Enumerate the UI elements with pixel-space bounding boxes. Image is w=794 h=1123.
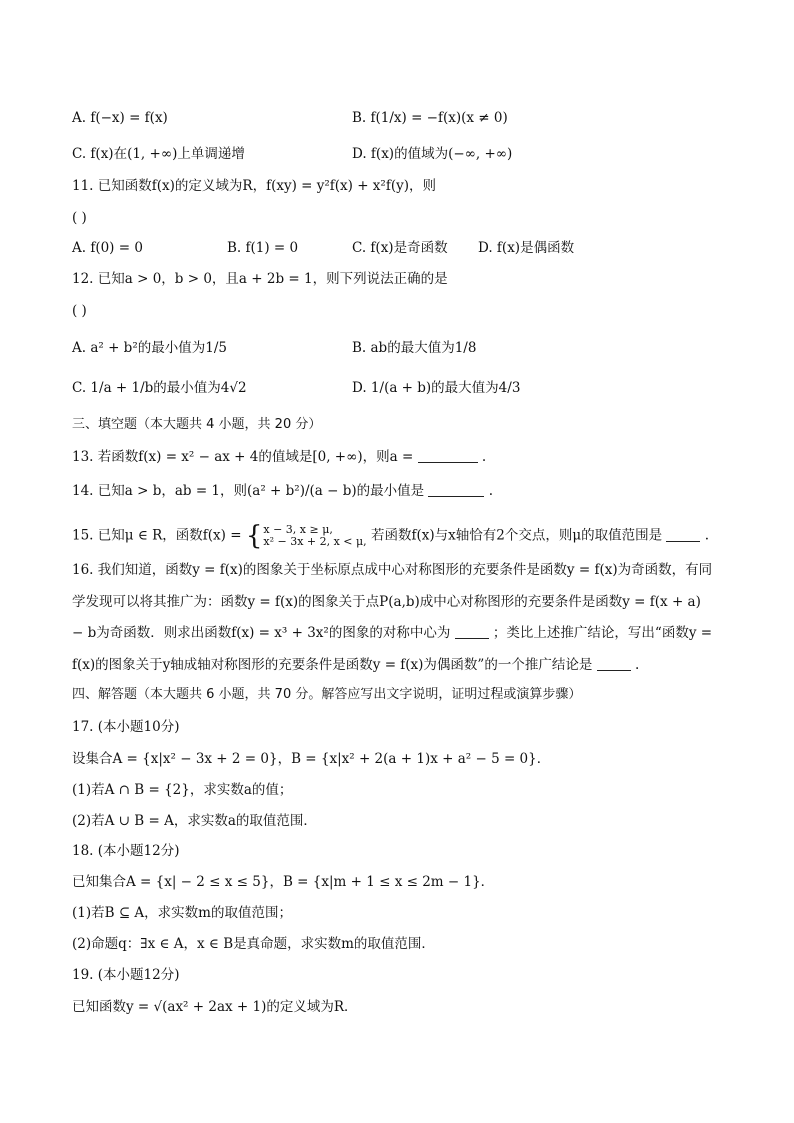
q13-answer-blank[interactable] (418, 449, 478, 463)
q11-stem: 11. 已知函数f(x)的定义域为R，f(xy) = y²f(x) + x²f(y)，则 (72, 178, 436, 194)
q15-text-2: 若函数f(x)与x轴恰有2个交点，则μ的取值范围是 (370, 527, 663, 544)
q17-line-1: 设集合A = {x|x² − 3x + 2 = 0}，B = {x|x² + 2(a + 1)x + a² − 5 = 0}． (72, 751, 551, 767)
q15-piecewise (245, 521, 367, 551)
q14-answer-blank[interactable] (428, 483, 484, 497)
q12-answer-paren: ( ) (72, 303, 87, 319)
q18-line-1: 已知集合A = {x| − 2 ≤ x ≤ 5}，B = {x|m + 1 ≤ x ≤ 2m − 1}． (72, 874, 495, 890)
q15-end: . (704, 527, 709, 544)
q10-option-b: B. f(1/x) = −f(x)(x ≠ 0) (352, 110, 508, 126)
q15-case-2: x² − 3x + 2, x < μ, (263, 535, 367, 548)
q10-option-a: A. f(−x) = f(x) (72, 110, 168, 126)
section-4-heading: 四、解答题（本大题共 6 小题，共 70 分。解答应写出文字说明，证明过程或演算步骤） (72, 687, 582, 702)
q11-option-d: D. f(x)是偶函数 (478, 240, 575, 256)
q17-title: 17. (本小题10分) (72, 719, 180, 735)
q12-stem: 12. 已知a > 0，b > 0，且a + 2b = 1，则下列说法正确的是 (72, 271, 448, 287)
q18-title: 18. (本小题12分) (72, 843, 180, 859)
q14-text: 14. 已知a > b，ab = 1，则(a² + b²)/(a − b)的最小值是 (72, 483, 425, 499)
q15-brace: { (245, 521, 263, 551)
q10-option-d: D. f(x)的值域为(−∞, +∞) (352, 146, 513, 162)
q11-option-b: B. f(1) = 0 (227, 240, 299, 256)
q16-line-1: 16. 我们知道，函数y = f(x)的图象关于坐标原点成中心对称图形的充要条件是函数y = f(x)为奇函数，有同 (72, 562, 713, 578)
q12-option-a: A. a² + b²的最小值为1/5 (72, 340, 227, 356)
section-3-heading: 三、填空题（本大题共 4 小题，共 20 分） (72, 417, 322, 432)
q15-case-1: x − 3, x ≥ μ, (263, 523, 333, 536)
q16-line-4b: . (634, 657, 640, 673)
q12-option-d: D. 1/(a + b)的最大值为4/3 (352, 380, 521, 396)
q18-line-2: (1)若B ⊆ A，求实数m的取值范围； (72, 905, 292, 921)
q15-text: 15. 已知μ ∈ R，函数f(x) = (72, 527, 242, 544)
q12-option-b: B. ab的最大值为1/8 (352, 340, 477, 356)
q19-title: 19. (本小题12分) (72, 967, 180, 983)
q18-line-3: (2)命题q：∃x ∈ A，x ∈ B是真命题，求实数m的取值范围． (72, 936, 435, 952)
q17-line-3: (2)若A ∪ B = A，求实数a的取值范围． (72, 813, 317, 829)
q17-line-2: (1)若A ∩ B = {2}，求实数a的值； (72, 782, 293, 798)
q16-line-3b: ；类比上述推广结论，写出“函数y = (492, 625, 713, 641)
q16-answer-blank-2[interactable] (597, 657, 631, 671)
q16-line-3 (72, 624, 712, 642)
q14-line (72, 482, 493, 500)
q11-answer-paren: ( ) (72, 210, 87, 226)
q16-line-4a: f(x)的图象关于y轴成轴对称图形的充要条件是函数y = f(x)为偶函数”的一个推广结论是 (72, 657, 593, 673)
q13-end: . (481, 449, 487, 465)
q14-end: . (488, 483, 494, 499)
q15-line (72, 521, 709, 551)
q10-option-c: C. f(x)在(1, +∞)上单调递增 (72, 146, 245, 162)
q16-line-2: 学发现可以将其推广为：函数y = f(x)的图象关于点P(a,b)成中心对称图形的充要条件是函数y = f(x + a) (72, 594, 701, 610)
q13-text: 13. 若函数f(x) = x² − ax + 4的值域是[0, +∞)，则a = (72, 449, 414, 465)
q13-line (72, 448, 486, 466)
q16-answer-blank-1[interactable] (455, 625, 489, 639)
q11-option-c: C. f(x)是奇函数 (352, 240, 448, 256)
q12-option-c: C. 1/a + 1/b的最小值为4√2 (72, 380, 247, 396)
q11-option-a: A. f(0) = 0 (72, 240, 143, 256)
q16-line-4 (72, 656, 639, 674)
q15-answer-blank[interactable] (666, 528, 700, 542)
q16-line-3a: − b为奇函数．则求出函数f(x) = x³ + 3x²的图象的对称中心为 (72, 625, 451, 641)
q19-line-1: 已知函数y = √(ax² + 2ax + 1)的定义域为R． (72, 999, 358, 1015)
